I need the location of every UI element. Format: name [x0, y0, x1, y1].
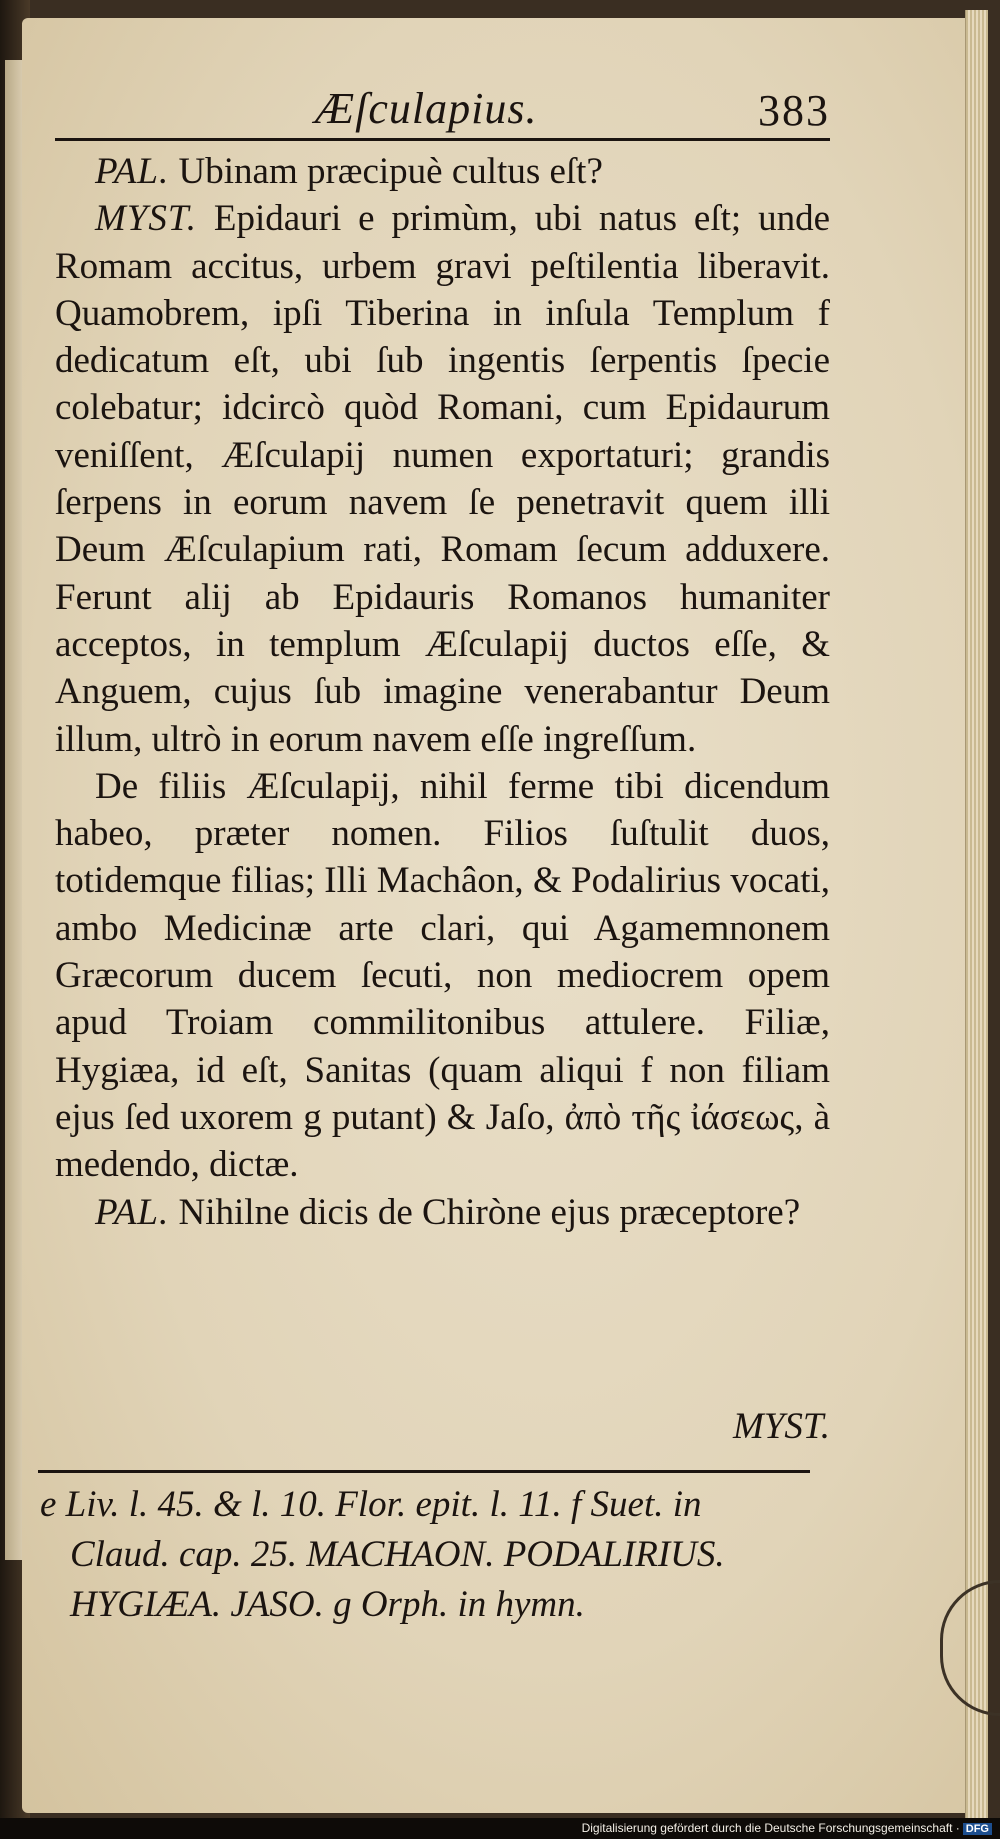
page-number: 383 — [758, 86, 830, 135]
footnote-text: e Liv. l. 45. & l. 10. Flor. epit. l. 11. f Suet. in Claud. cap. 25. MACHAON. PODALIRIUS. HYGIÆA. JASO. g Orph. in hymn. — [40, 1484, 725, 1625]
main-text — [55, 148, 830, 1236]
paragraph-text: Ubinam præcipuè cultus eſt? — [178, 151, 603, 192]
footnote-rule — [38, 1470, 810, 1473]
catchword: MYST. — [733, 1406, 830, 1447]
previous-page-edge — [5, 60, 23, 1560]
running-head — [55, 75, 830, 145]
speaker-label: MYST. — [95, 198, 197, 240]
funder-text: Digitalisierung gefördert durch die Deutsche Forschungsgemeinschaft · — [581, 1821, 960, 1835]
paragraph — [55, 195, 830, 763]
speaker-label: PAL. — [95, 151, 170, 192]
paragraph — [55, 148, 830, 195]
running-head-title: Æſculapius. — [315, 84, 538, 133]
paragraph-text: Epidauri e primùm, ubi natus eſt; unde Romam accitus, urbem gravi peſtilentia liberavit. Quamobrem, ipſi Tiberina in inſula Templum f dedicatum eſt, ubi ſub ingentis ſerpentis ſpecie colebatur; idcircò quòd Romani, cum Epidaurum veniſſent, Æſculapij numen exportaturi; grandis ſerpens in eorum navem ſe penetravit quem illi Deum Æſculapium rati, Romam ſecum adduxere. Ferunt alij ab Epidauris Romanos humaniter acceptos, in templum Æſculapij ductos eſſe, & Anguem, cujus ſub imagine venerabantur Deum illum, ultrò in eorum navem eſſe ingreſſum. — [55, 198, 830, 760]
paragraph-text: Nihilne dicis de Chiròne ejus præceptore? — [178, 1191, 801, 1233]
paragraph-text: De filiis Æſculapij, nihil ferme tibi dicendum habeo, præter nomen. Filios ſuſtulit duos, totidemque filias; Illi Machâon, & Podalirius vocati, ambo Medicinæ arte clari, qui Agamemnonem Græcorum ducem ſecuti, non mediocrem opem apud Troiam commilitonibus attulere. Filiæ, Hygiæa, id eſt, Sanitas (quam aliqui f non filiam ejus ſed uxorem g putant) & Jaſo, ἀπὸ τῆς ἰάσεως, à medendo, dictæ. — [55, 765, 830, 1186]
funder-notice — [582, 1821, 992, 1835]
paragraph — [55, 763, 830, 1189]
dfg-logo: DFG — [963, 1823, 992, 1835]
footnotes — [40, 1480, 810, 1630]
speaker-label: PAL. — [95, 1191, 170, 1233]
paragraph — [55, 1189, 830, 1236]
header-rule — [55, 138, 830, 141]
page-stack-edge — [965, 10, 988, 1822]
